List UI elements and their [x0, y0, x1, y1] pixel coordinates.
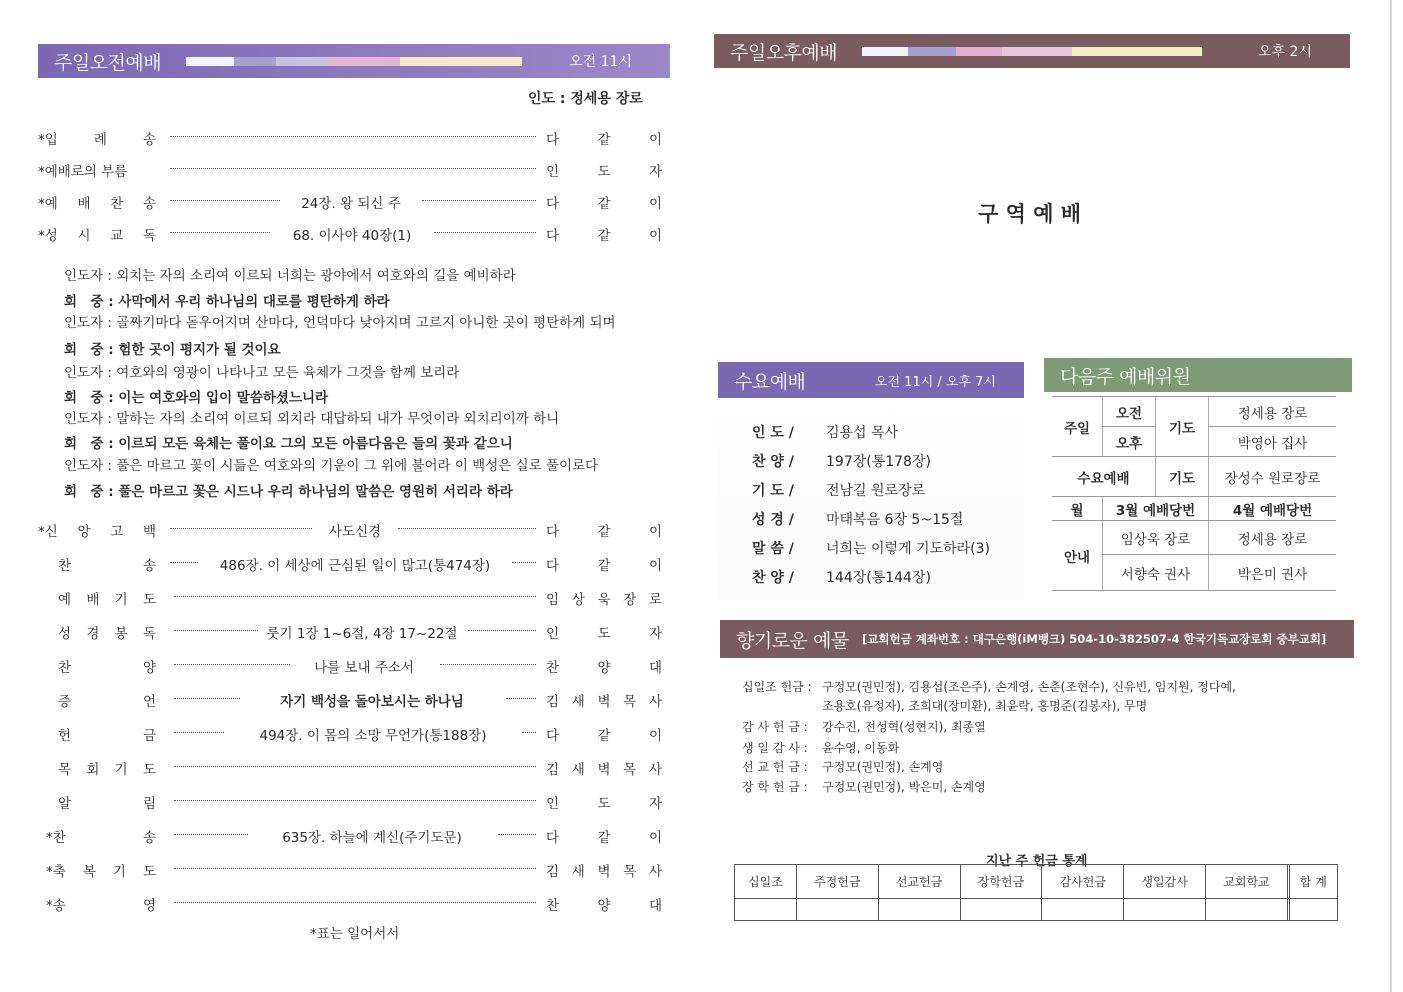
- wed-label: 기 도 /: [752, 483, 794, 499]
- leader-dots: [174, 732, 224, 733]
- order-responsive-reading: [38, 224, 670, 248]
- order-doxology: [38, 894, 670, 918]
- order-call-to-worship: [38, 160, 670, 184]
- leader-dots: [174, 868, 536, 869]
- order-label: 찬 송: [58, 558, 156, 574]
- order-anthem: [38, 656, 670, 680]
- order-middle: 486장. 이 세상에 근심된 일이 많고(통474장): [219, 558, 491, 574]
- leader-dots: [174, 766, 536, 767]
- wednesday-worship-title: 수요예배: [734, 370, 806, 393]
- order-entrance-hymn: [38, 128, 670, 152]
- leader-dots: [174, 664, 290, 665]
- responsive-line: 인도자 : 외치는 자의 소리여 이르되 너희는 광야에서 여호와의 길을 예비하라: [64, 268, 516, 284]
- offering-line: [742, 778, 986, 795]
- order-label: 예 배 기 도: [58, 592, 156, 608]
- responsive-line: 회 중 : 사막에서 우리 하나님의 대로를 평탄하게 하라: [64, 294, 390, 310]
- stats-cell: [1206, 899, 1288, 921]
- committee-title: 다음주 예배위원: [1060, 365, 1191, 388]
- order-offering: [38, 724, 670, 748]
- wed-row-hymn2: [752, 567, 931, 587]
- order-value: 김 새 벽 목 사: [546, 694, 662, 710]
- responsive-line: 회 중 : 험한 곳이 평지가 될 것이요: [64, 342, 281, 358]
- committee-am-person: 정세용 장로: [1209, 397, 1337, 427]
- order-value: 임 상 욱 장 로: [546, 592, 662, 608]
- responsive-line: 회 중 : 이르되 모든 육체는 풀이요 그의 모든 아름다움은 들의 꽃과 같으니: [64, 436, 513, 452]
- responsive-line: 인도자 : 말하는 자의 소리여 이르되 외치라 대답하되 내가 무엇이라 외치리이까 하니: [64, 411, 560, 427]
- responsive-line: 회 중 : 풀은 마르고 꽃은 시드나 우리 하나님의 말씀은 영원히 서리라 하라: [64, 484, 513, 500]
- leader-dots: [440, 664, 536, 665]
- leader-dots: [170, 200, 280, 201]
- order-label: *예 배 찬 송: [38, 196, 156, 212]
- wed-label: 인 도 /: [752, 425, 794, 441]
- committee-month: 월: [1052, 497, 1103, 521]
- order-label: *찬 송: [46, 830, 156, 846]
- offering-banner: [720, 620, 1354, 658]
- offering-line: [742, 697, 1147, 714]
- leader-dots: [506, 698, 536, 699]
- responsive-line: 인도자 : 골짜기마다 돋우어지며 산마다, 언덕마다 낮아지며 고르지 아니한 곳이 평탄하게 되며: [64, 315, 616, 331]
- leader-dots: [512, 562, 536, 563]
- order-label: 알 림: [58, 796, 156, 812]
- order-announcements: [38, 792, 670, 816]
- wed-row-prayer: [752, 480, 925, 500]
- committee-apr1: 정세용 장로: [1209, 521, 1337, 555]
- offering-line: [742, 739, 899, 756]
- committee-mar1: 임상욱 장로: [1103, 521, 1209, 555]
- page-edge: [1390, 0, 1392, 992]
- morning-worship-title: 주일오전예배: [54, 51, 162, 74]
- order-value: 인 도 자: [546, 796, 662, 812]
- offering-label: 선 교 헌 금 :: [742, 760, 808, 774]
- stats-header: 합 계: [1289, 865, 1337, 899]
- order-label: 찬 양: [58, 660, 156, 676]
- committee-mar2: 서향숙 권사: [1103, 555, 1209, 591]
- stats-cell: [1042, 899, 1124, 921]
- wed-label: 찬 양 /: [752, 570, 794, 586]
- order-value: 찬 양 대: [546, 660, 662, 676]
- order-label: *축 복 기 도: [46, 864, 156, 880]
- offering-names: 강수진, 전성혁(성현지), 최종열: [822, 720, 986, 734]
- leader-dots: [170, 136, 536, 137]
- leader-dots: [174, 902, 536, 903]
- order-middle: 24장. 왕 되신 주: [301, 196, 401, 212]
- order-value: 다 같 이: [546, 524, 662, 540]
- order-value: 찬 양 대: [546, 898, 662, 914]
- order-worship-hymn: [38, 192, 670, 216]
- committee-march: 3월 예배당번: [1103, 497, 1209, 521]
- committee-pm: 오후: [1103, 427, 1156, 457]
- stats-header: 십일조: [735, 865, 797, 899]
- stats-header: 선교헌금: [878, 865, 960, 899]
- stats-cell: [1124, 899, 1206, 921]
- leader-dots: [174, 630, 258, 631]
- order-pastoral-prayer: [38, 758, 670, 782]
- order-label: *예배로의 부름: [38, 164, 128, 180]
- responsive-line: 인도자 : 풀은 마르고 꽃이 시듦은 여호와의 기운이 그 위에 불어라 이 백성은 실로 풀이로다: [64, 458, 599, 474]
- wed-value: 마태복음 6장 5~15절: [826, 512, 964, 528]
- stats-cell: [878, 899, 960, 921]
- leader-dots: [174, 698, 240, 699]
- wed-label: 성 경 /: [752, 512, 794, 528]
- order-value: 다 같 이: [546, 228, 662, 244]
- committee-prayer: 기도: [1156, 397, 1209, 457]
- offering-names: 조용호(유정자), 조희대(장미환), 최윤락, 홍명준(김봉자), 무명: [822, 699, 1148, 713]
- order-middle: 635장. 하늘에 계신(주기도문): [282, 830, 462, 846]
- committee-table: [1052, 396, 1336, 591]
- order-middle: 나를 보내 주소서: [314, 660, 414, 676]
- order-label: 증 언: [58, 694, 156, 710]
- order-middle: 사도신경: [328, 524, 382, 540]
- leader-dots: [522, 732, 536, 733]
- committee-pm-person: 박영아 집사: [1209, 427, 1337, 457]
- stats-cell: [960, 899, 1042, 921]
- wed-label: 말 씀 /: [752, 541, 794, 557]
- committee-wed: 수요예배: [1052, 457, 1156, 497]
- order-label: 목 회 기 도: [58, 762, 156, 778]
- leader-dots: [170, 562, 198, 563]
- district-worship-text: 구 역 예 배: [978, 202, 1082, 226]
- order-value: 인 도 자: [546, 164, 662, 180]
- morning-banner-stripe: [186, 57, 522, 66]
- order-hymn-635: [38, 826, 670, 850]
- responsive-line: 인도자 : 여호와의 영광이 나타나고 모든 육체가 그것을 함께 보리라: [64, 365, 460, 381]
- leader-dots: [174, 800, 536, 801]
- offering-title: 향기로운 예물: [736, 629, 849, 652]
- stats-header: 교회학교: [1206, 865, 1288, 899]
- order-label: *입 례 송: [38, 132, 156, 148]
- leader-dots: [498, 834, 536, 835]
- order-middle: 자기 백성을 돌아보시는 하나님: [280, 694, 464, 710]
- stats-header: 주정헌금: [796, 865, 878, 899]
- offering-line: [742, 758, 943, 775]
- leader-dots: [174, 834, 248, 835]
- committee-banner: [1044, 358, 1352, 392]
- committee-sunday: 주일: [1052, 397, 1103, 457]
- order-creed: [38, 520, 670, 544]
- responsive-line: 회 중 : 이는 여호와의 입이 말씀하셨느니라: [64, 390, 329, 406]
- wed-value: 너희는 이렇게 기도하라(3): [826, 541, 990, 557]
- wed-value: 144장(통144장): [826, 570, 931, 586]
- wed-row-sermon: [752, 538, 990, 558]
- offering-line: [742, 718, 986, 735]
- stats-header: 장학헌금: [960, 865, 1042, 899]
- offering-line: [742, 678, 1236, 695]
- afternoon-worship-time: 오후 2시: [1258, 44, 1312, 60]
- wed-label: 찬 양 /: [752, 454, 794, 470]
- stats-header: 감사헌금: [1042, 865, 1124, 899]
- order-label: *신 앙 고 백: [38, 524, 156, 540]
- offering-names: 구정모(권민정), 김용섭(조은주), 손계영, 손춘(조현수), 신유빈, 임지원, 정다예,: [822, 680, 1236, 694]
- order-value: 다 같 이: [546, 728, 662, 744]
- offering-label: 십일조 헌금 :: [742, 680, 812, 694]
- leader-dots: [170, 168, 536, 169]
- order-label: *송 영: [46, 898, 156, 914]
- stats-table: [734, 864, 1338, 921]
- order-value: 다 같 이: [546, 196, 662, 212]
- leader-dots: [468, 630, 536, 631]
- leader-dots: [174, 596, 536, 597]
- order-value: 다 같 이: [546, 132, 662, 148]
- morning-leader: 인도 : 정세용 장로: [528, 91, 643, 107]
- leader-dots: [170, 528, 312, 529]
- offering-account: [교회헌금 계좌번호 : 대구은행(iM뱅크) 504-10-382507-4 한국기독교장로회 중부교회]: [862, 632, 1327, 646]
- wed-row-hymn: [752, 451, 931, 471]
- order-middle: 68. 이사야 40장(1): [292, 228, 412, 244]
- stats-title: 지난 주 헌금 통계: [986, 854, 1088, 869]
- order-label: *성 시 교 독: [38, 228, 156, 244]
- order-sermon: [38, 690, 670, 714]
- order-benediction: [38, 860, 670, 884]
- order-value: 다 같 이: [546, 558, 662, 574]
- committee-april: 4월 예배당번: [1209, 497, 1337, 521]
- committee-apr2: 박은미 권사: [1209, 555, 1337, 591]
- offering-label: 감 사 헌 금 :: [742, 720, 808, 734]
- stats-cell: [735, 899, 797, 921]
- leader-dots: [422, 200, 536, 201]
- order-prayer: [38, 588, 670, 612]
- committee-guide: 안내: [1052, 521, 1103, 591]
- wed-row-scripture: [752, 509, 963, 529]
- stats-cell: [1289, 899, 1337, 921]
- order-value: 김 새 벽 목 사: [546, 864, 662, 880]
- afternoon-worship-title: 주일오후예배: [730, 41, 838, 64]
- order-value: 인 도 자: [546, 626, 662, 642]
- wed-value: 전남길 원로장로: [826, 483, 926, 499]
- wed-value: 197장(통178장): [826, 454, 931, 470]
- morning-worship-time: 오전 11시: [569, 54, 632, 70]
- offering-label: 장 학 헌 금 :: [742, 780, 808, 794]
- offering-label: 생 일 감 사 :: [742, 741, 808, 755]
- committee-wed-person: 장성수 원로장로: [1209, 457, 1337, 497]
- stats-cell: [796, 899, 878, 921]
- offering-names: 윤수영, 이동화: [822, 741, 900, 755]
- wed-row-leader: [752, 422, 898, 442]
- wednesday-worship-time: 오전 11시 / 오후 7시: [874, 374, 996, 390]
- leader-dots: [434, 232, 536, 233]
- committee-wed-prayer: 기도: [1156, 457, 1209, 497]
- offering-names: 구정모(권민정), 박은미, 손계영: [822, 780, 986, 794]
- committee-am: 오전: [1103, 397, 1156, 427]
- order-scripture: [38, 622, 670, 646]
- order-value: 김 새 벽 목 사: [546, 762, 662, 778]
- order-middle: 494장. 이 몸의 소망 무언가(통188장): [259, 728, 487, 744]
- wednesday-worship-banner: [718, 362, 1024, 398]
- wed-value: 김용섭 목사: [826, 425, 899, 441]
- stats-header: 생일감사: [1124, 865, 1206, 899]
- offering-names: 구정모(권민정), 손계영: [822, 760, 944, 774]
- order-hymn-486: [38, 554, 670, 578]
- order-value: 다 같 이: [546, 830, 662, 846]
- order-middle: 룻기 1장 1~6절, 4장 17~22절: [266, 626, 458, 642]
- standing-footnote: *표는 일어서서: [310, 926, 400, 942]
- leader-dots: [398, 528, 536, 529]
- order-label: 성 경 봉 독: [58, 626, 156, 642]
- leader-dots: [170, 232, 270, 233]
- order-label: 헌 금: [58, 728, 156, 744]
- afternoon-banner-stripe: [862, 47, 1202, 56]
